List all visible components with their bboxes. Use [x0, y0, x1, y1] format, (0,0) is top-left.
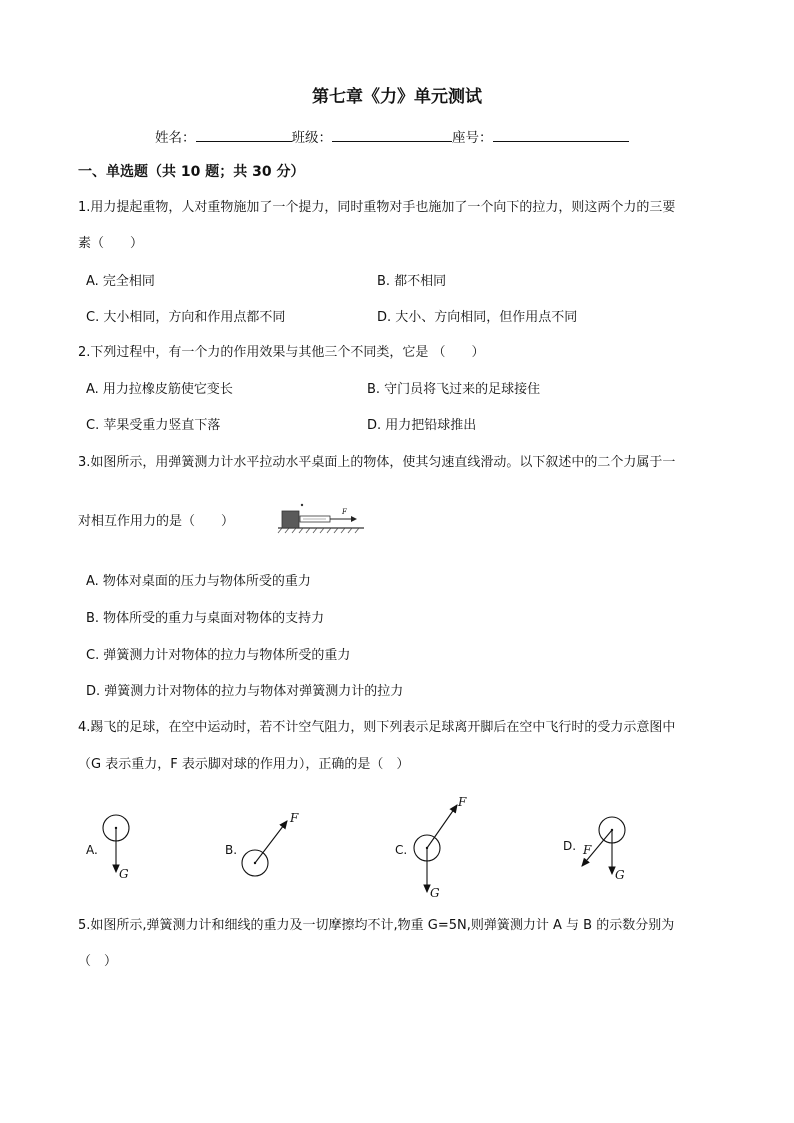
- question-2-text-line-1: 2.下列过程中，有一个力的作用效果与其他三个不同类，它是 （ ）: [78, 345, 485, 360]
- question-2-option-c: C. 苹果受重力竖直下落: [86, 418, 221, 433]
- class-blank: [332, 128, 452, 142]
- question-3-option-c: C. 弹簧测力计对物体的拉力与物体所受的重力: [86, 648, 351, 663]
- diagram-d-option-label: D.: [563, 839, 577, 853]
- section-header: 一、单选题（共 10 题；共 30 分）: [78, 164, 305, 180]
- question-1-text-line-1: 1.用力提起重物，人对重物施加了一个提力，同时重物对手也施加了一个向下的拉力，则这两个力的三要: [78, 200, 676, 215]
- question-3-figure: [276, 500, 366, 538]
- seat-blank: [493, 128, 629, 142]
- question-3-text-line-2: 对相互作用力的是（ ）: [78, 514, 235, 529]
- diagram-b-option-label: B.: [225, 843, 238, 857]
- question-1-text-line-2: 素（ ）: [78, 236, 144, 251]
- question-2-option-a: A. 用力拉橡皮筋使它变长: [86, 382, 233, 397]
- diagram-b: [225, 811, 299, 876]
- question-1-option-d: D. 大小、方向相同，但作用点不同: [377, 310, 578, 325]
- page-title: 第七章《力》单元测试: [312, 87, 482, 107]
- question-4-text-line-1: 4.踢飞的足球，在空中运动时，若不计空气阻力，则下列表示足球离开脚后在空中飞行时的受力示意图中: [78, 720, 676, 735]
- question-1-option-a: A. 完全相同: [86, 274, 155, 289]
- question-1-option-c: C. 大小相同，方向和作用点都不同: [86, 310, 286, 325]
- question-4-text-line-2: （G 表示重力，F 表示脚对球的作用力），正确的是（ ）: [78, 757, 410, 772]
- table-hatching: [278, 528, 359, 533]
- question-5-text-line-2: （ ）: [78, 954, 118, 969]
- diagram-c: [395, 795, 467, 900]
- diagram-c-option-label: C.: [395, 843, 408, 857]
- diagram-a-gravity-label: G: [119, 867, 129, 881]
- diagram-b-force-label: F: [290, 811, 299, 825]
- student-info-line: [155, 128, 629, 147]
- small-dot: [301, 504, 303, 506]
- class-label: 班级：: [291, 130, 332, 146]
- question-2-option-b: B. 守门员将飞过来的足球接住: [367, 382, 541, 397]
- question-3-option-b: B. 物体所受的重力与桌面对物体的支持力: [86, 611, 325, 626]
- question-3-option-d: D. 弹簧测力计对物体的拉力与物体对弹簧测力计的拉力: [86, 684, 404, 699]
- diagram-d: [563, 817, 625, 882]
- name-label: 姓名：: [155, 130, 196, 146]
- diagram-a: [86, 815, 129, 881]
- diagram-a-option-label: A.: [86, 843, 98, 857]
- diagram-d-force-label: F: [583, 843, 592, 857]
- question-1-option-b: B. 都不相同: [377, 274, 447, 289]
- question-3-text-line-1: 3.如图所示，用弹簧测力计水平拉动水平桌面上的物体，使其匀速直线滑动。以下叙述中的二个力属于一: [78, 455, 676, 470]
- seat-label: 座号：: [452, 130, 493, 146]
- diagram-c-force-label: F: [458, 795, 467, 809]
- question-5-text-line-1: 5.如图所示,弹簧测力计和细线的重力及一切摩擦均不计,物重 G=5N,则弹簧测力计 A 与 B 的示数分别为: [78, 918, 675, 933]
- force-arrow: [427, 805, 457, 848]
- question-2-option-d: D. 用力把铅球推出: [367, 418, 477, 433]
- question-4-diagrams: [0, 780, 794, 905]
- force-arrow: [255, 821, 287, 863]
- question-3-option-a: A. 物体对桌面的压力与物体所受的重力: [86, 574, 311, 589]
- block-object: [282, 511, 299, 528]
- diagram-d-gravity-label: G: [615, 868, 625, 882]
- name-blank: [196, 128, 292, 142]
- diagram-c-gravity-label: G: [430, 886, 440, 900]
- figure-force-label: F: [342, 508, 347, 516]
